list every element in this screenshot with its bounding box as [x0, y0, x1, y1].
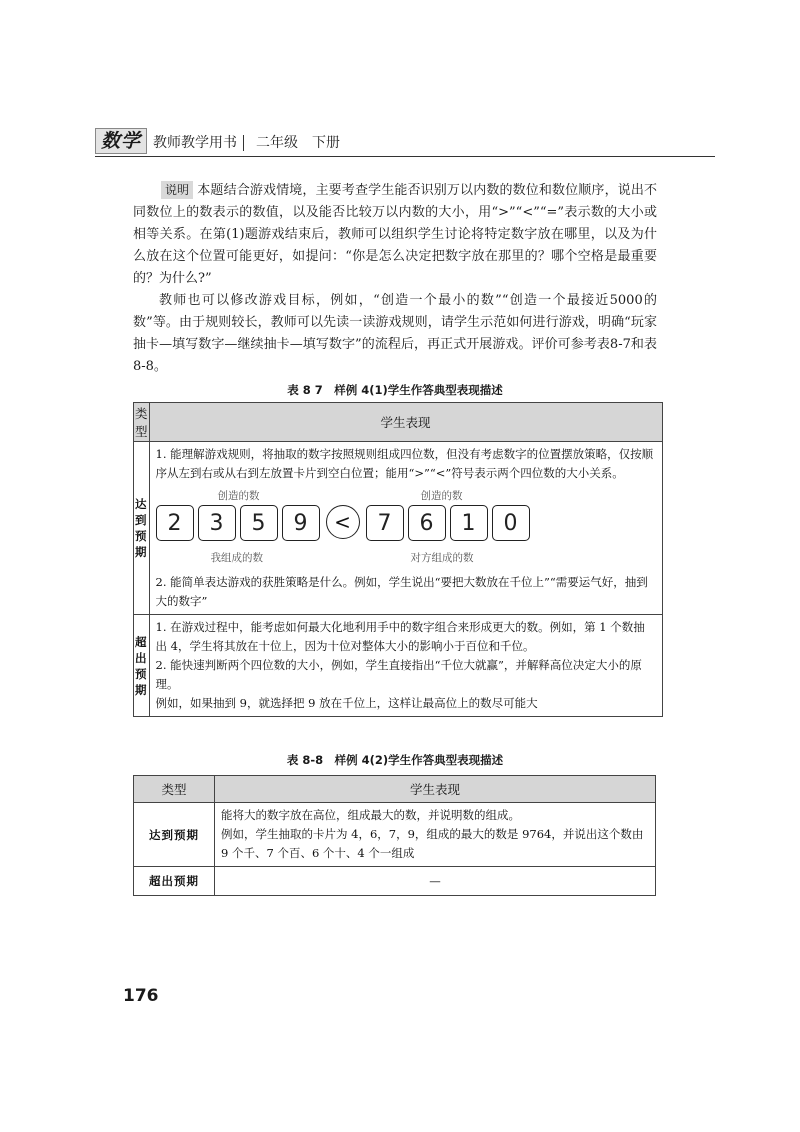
page-number: 176: [123, 986, 159, 1006]
digit-card: 7: [366, 505, 404, 541]
grade-label: 二年级 下册: [256, 135, 341, 151]
col-performance-header: 学生表现: [215, 776, 656, 803]
row-description: [149, 615, 662, 717]
table-8-8: [133, 775, 656, 896]
digit-card: 0: [492, 505, 530, 541]
description-line: 1. 在游戏过程中，能考虑如何最大化地利用手中的数字组合来形成更大的数。例如，第 1 个数抽出 4，学生将其放在十位上，因为十位对整体大小的影响小于百位和千位。: [155, 620, 645, 653]
explanation-text: 本题结合游戏情境，主要考查学生能否识别万以内数的数位和数位顺序，说出不同数位上的数表示的数值，以及能否比较万以内数的大小，用“>”“<”“=”表示数的大小或相等关系。在第(1)题游戏结束后，教师可以组织学生讨论将特定数字放在哪里，以及为什么放在这个位置可能更好，如提问：“你是怎么决定把数字放在那里的？哪个空格是最重要的？为什么?”: [133, 183, 657, 286]
row-type-label: 达到预期: [134, 442, 150, 615]
col-type-header: 类型: [134, 403, 150, 442]
table-row: [134, 803, 656, 867]
table2-caption: 表 8-8 样例 4(2)学生作答典型表现描述: [286, 753, 504, 767]
table-header-row: [134, 403, 663, 442]
table-row: [134, 867, 656, 896]
col-type-header: 类型: [134, 776, 215, 803]
header-divider: [243, 135, 244, 151]
figure-label-bottom-left: 我组成的数: [210, 552, 264, 564]
row-type-label: 超出预期: [134, 615, 150, 717]
row-type-label: 超出预期: [134, 867, 215, 896]
digit-card: 5: [240, 505, 278, 541]
description-line: 1. 能理解游戏规则，将抽取的数字按照规则组成四位数，但没有考虑数字的位置摆放策略，仅按顺序从左到右或从右到左放置卡片到空白位置；能用“>”“<”符号表示两个四位数的大小关系。: [155, 447, 654, 480]
explanation-tag: 说明: [161, 181, 193, 199]
row-type-label: 达到预期: [134, 803, 215, 867]
row-description: [215, 803, 656, 867]
description-line: 能将大的数字放在高位，组成最大的数，并说明数的组成。: [221, 808, 520, 822]
figure-label-bottom-right: 对方组成的数: [410, 552, 474, 564]
description-line: 例如，如果抽到 9，就选择把 9 放在千位上，这样让最高位上的数尽可能大: [155, 696, 538, 710]
digit-card: 3: [198, 505, 236, 541]
table-row: [134, 442, 663, 615]
description-line: 例如，学生抽取的卡片为 4，6，7，9，组成的最大的数是 9764，并说出这个数由 9 个千、7 个百、6 个十、4 个一组成: [221, 827, 644, 860]
digit-card: 1: [450, 505, 488, 541]
table1-caption: 表 8 7 样例 4(1)学生作答典型表现描述: [287, 383, 503, 397]
digit-card: 6: [408, 505, 446, 541]
explanation-paragraph: [133, 180, 657, 290]
digit-card: 2: [156, 505, 194, 541]
teaching-paragraph: 教师也可以修改游戏目标，例如，“创造一个最小的数”“创造一个最接近5000的数”等。由于规则较长，教师可以先读一读游戏规则，请学生示范如何进行游戏，明确“玩家抽卡—填写数字—继续抽卡—填写数字”的流程后，再正式开展游戏。评价可参考表8-7和表8-8。: [133, 293, 657, 374]
table-row: [134, 615, 663, 717]
subject-badge: 数学: [95, 128, 147, 154]
description-line: 2. 能简单表达游戏的获胜策略是什么。例如，学生说出“要把大数放在千位上”“需要运气好，抽到大的数字”: [155, 575, 648, 608]
row-description-empty: —: [215, 867, 656, 896]
table-header-row: [134, 776, 656, 803]
table-8-7: [133, 402, 663, 717]
game-example-figure: [156, 485, 656, 571]
figure-label-top-right: 创造的数: [420, 490, 463, 502]
digit-card: 9: [282, 505, 320, 541]
book-title: 教师教学用书: [153, 135, 238, 151]
col-performance-header: 学生表现: [149, 403, 662, 442]
figure-label-top-left: 创造的数: [217, 490, 260, 502]
page-header: [95, 126, 715, 157]
description-line: 2. 能快速判断两个四位数的大小，例如，学生直接指出“千位大就赢”，并解释高位决定大小的原理。: [155, 658, 642, 691]
less-than-symbol: <: [326, 505, 360, 539]
row-description: [149, 442, 662, 615]
